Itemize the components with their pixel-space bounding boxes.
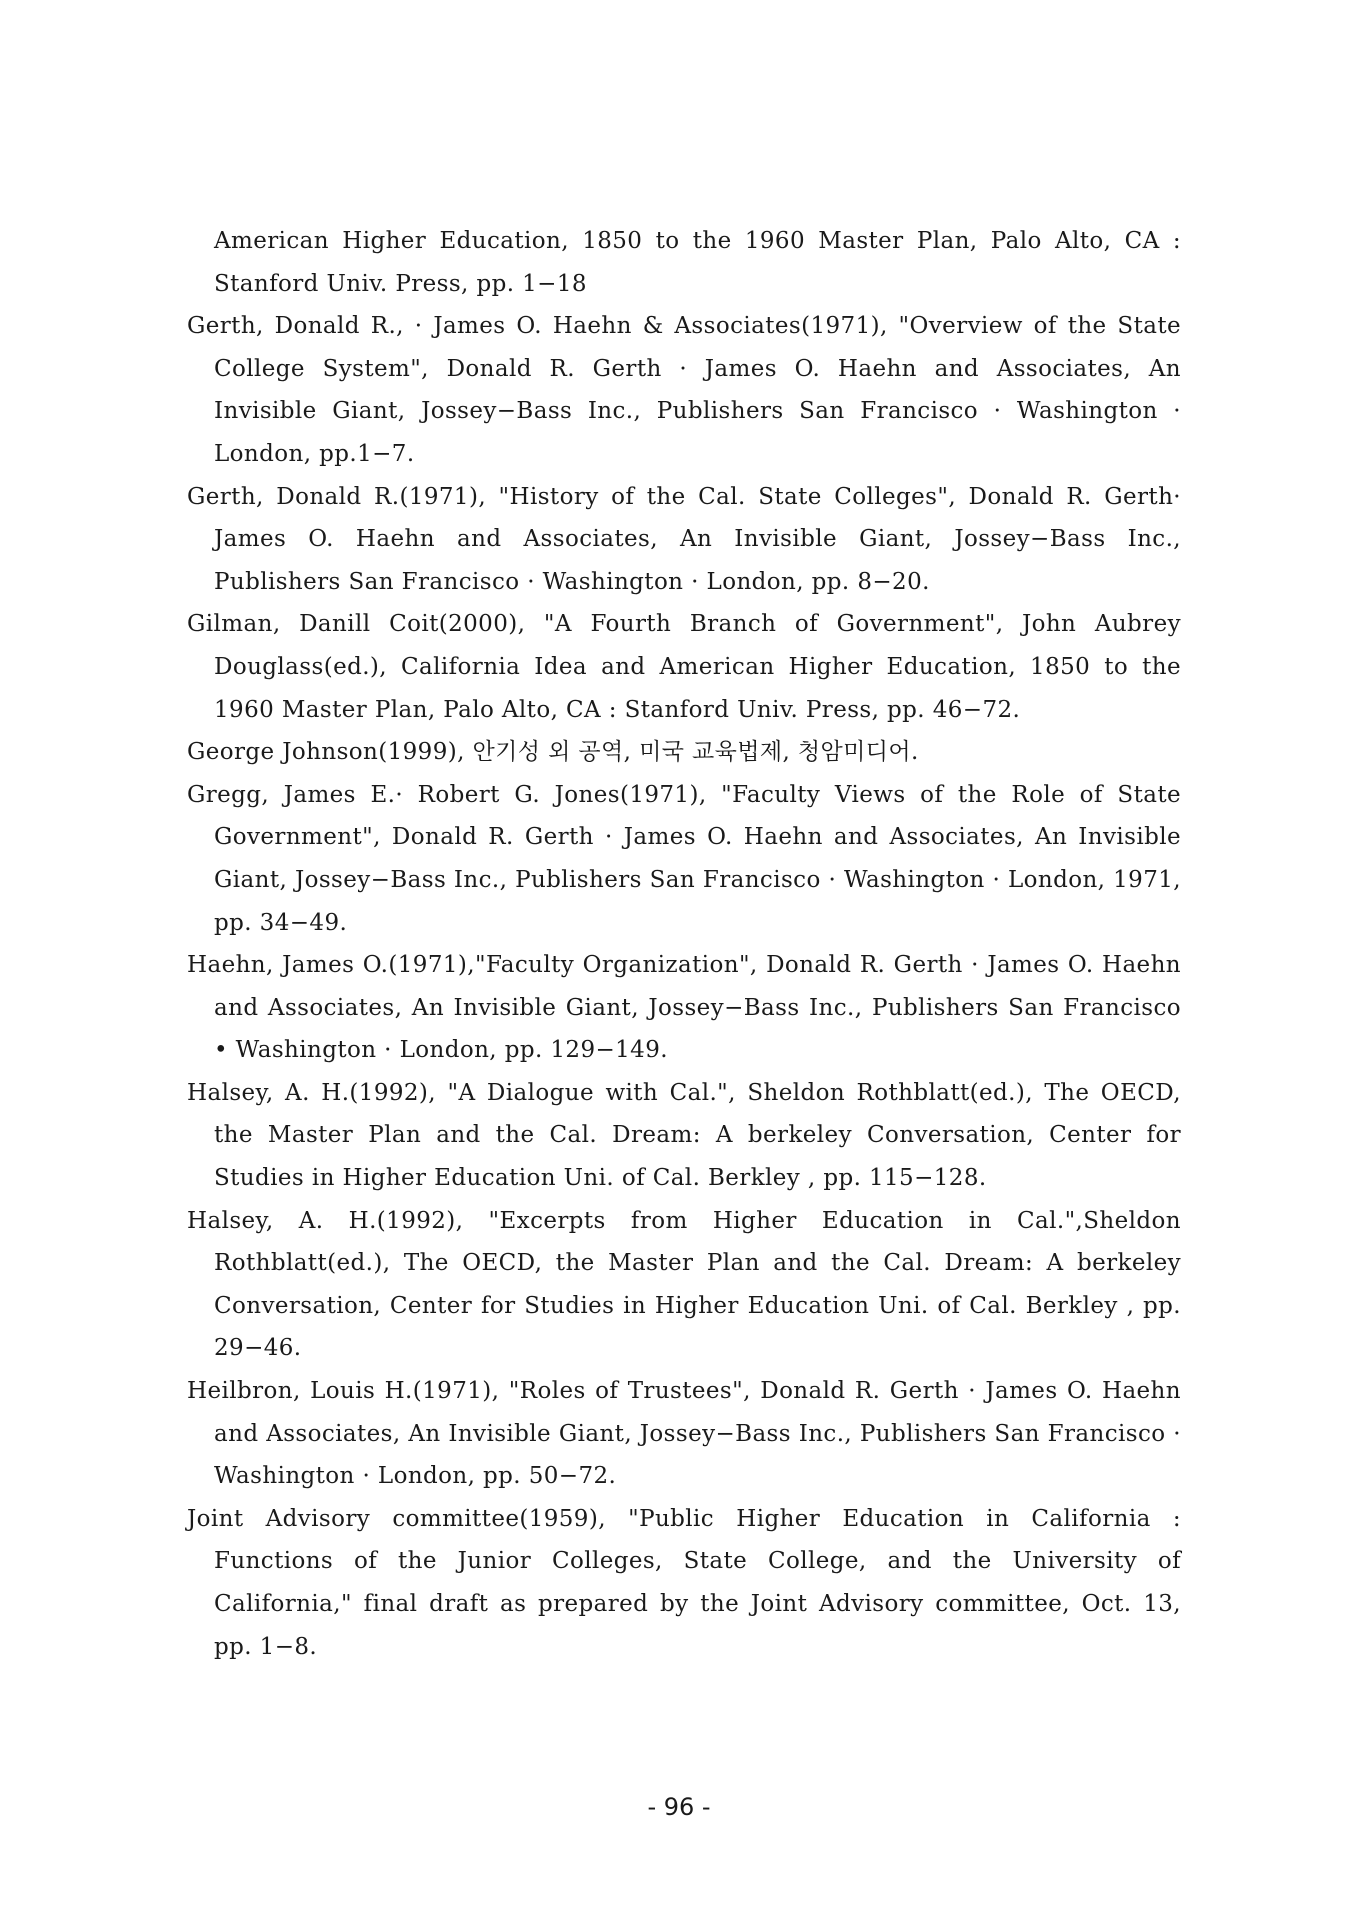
reference-entry: Heilbron, Louis H.(1971), "Roles of Trustees", Donald R. Gerth · James O. Haehn and Associates, An Invisible Giant, Jossey−Bass Inc., Publishers San Francisco · Washington · London, pp. 50−72.	[187, 1378, 1181, 1490]
reference-entry: Joint Advisory committee(1959), "Public Higher Education in California : Functions of the Junior Colleges, State College, and the University of California," final draft as prepared by the Joint Advisory committee, Oct. 13, pp. 1−8.	[187, 1505, 1181, 1660]
reference-entry: Halsey, A. H.(1992), "Excerpts from Higher Education in Cal.",Sheldon Rothblatt(ed.), The OECD, the Master Plan and the Cal. Dream: A berkeley Conversation, Center for Studies in Higher Education Uni. of Cal. Berkley , pp. 29−46.	[187, 1207, 1181, 1362]
reference-entry: Gregg, James E.· Robert G. Jones(1971), "Faculty Views of the Role of State Government", Donald R. Gerth · James O. Haehn and Associates, An Invisible Giant, Jossey−Bass Inc., Publishers San Francisco · Washington · London, 1971, pp. 34−49.	[187, 781, 1181, 936]
reference-list	[187, 220, 1181, 1668]
reference-entry: Haehn, James O.(1971),"Faculty Organization", Donald R. Gerth · James O. Haehn and Associates, An Invisible Giant, Jossey−Bass Inc., Publishers San Francisco • Washington · London, pp. 129−149.	[187, 952, 1181, 1064]
reference-entry: Gilman, Danill Coit(2000), "A Fourth Branch of Government", John Aubrey Douglass(ed.), California Idea and American Higher Education, 1850 to the 1960 Master Plan, Palo Alto, CA : Stanford Univ. Press, pp. 46−72.	[187, 611, 1181, 723]
reference-entry: George Johnson(1999), 안기성 외 공역, 미국 교육법제, 청암미디어.	[187, 739, 919, 766]
reference-entry: Halsey, A. H.(1992), "A Dialogue with Cal.", Sheldon Rothblatt(ed.), The OECD, the Master Plan and the Cal. Dream: A berkeley Conversation, Center for Studies in Higher Education Uni. of Cal. Berkley , pp. 115−128.	[187, 1079, 1181, 1192]
reference-entry: American Higher Education, 1850 to the 1960 Master Plan, Palo Alto, CA : Stanford Univ. Press, pp. 1−18	[214, 228, 1181, 297]
reference-entry: Gerth, Donald R.(1971), "History of the Cal. State Colleges", Donald R. Gerth· James O. Haehn and Associates, An Invisible Giant, Jossey−Bass Inc., Publishers San Francisco · Washington · London, pp. 8−20.	[187, 483, 1181, 595]
page-number: - 96 -	[647, 1793, 711, 1821]
reference-entry: Gerth, Donald R., · James O. Haehn & Associates(1971), "Overview of the State College System", Donald R. Gerth · James O. Haehn and Associates, An Invisible Giant, Jossey−Bass Inc., Publishers San Francisco · Washington · London, pp.1−7.	[187, 313, 1181, 467]
